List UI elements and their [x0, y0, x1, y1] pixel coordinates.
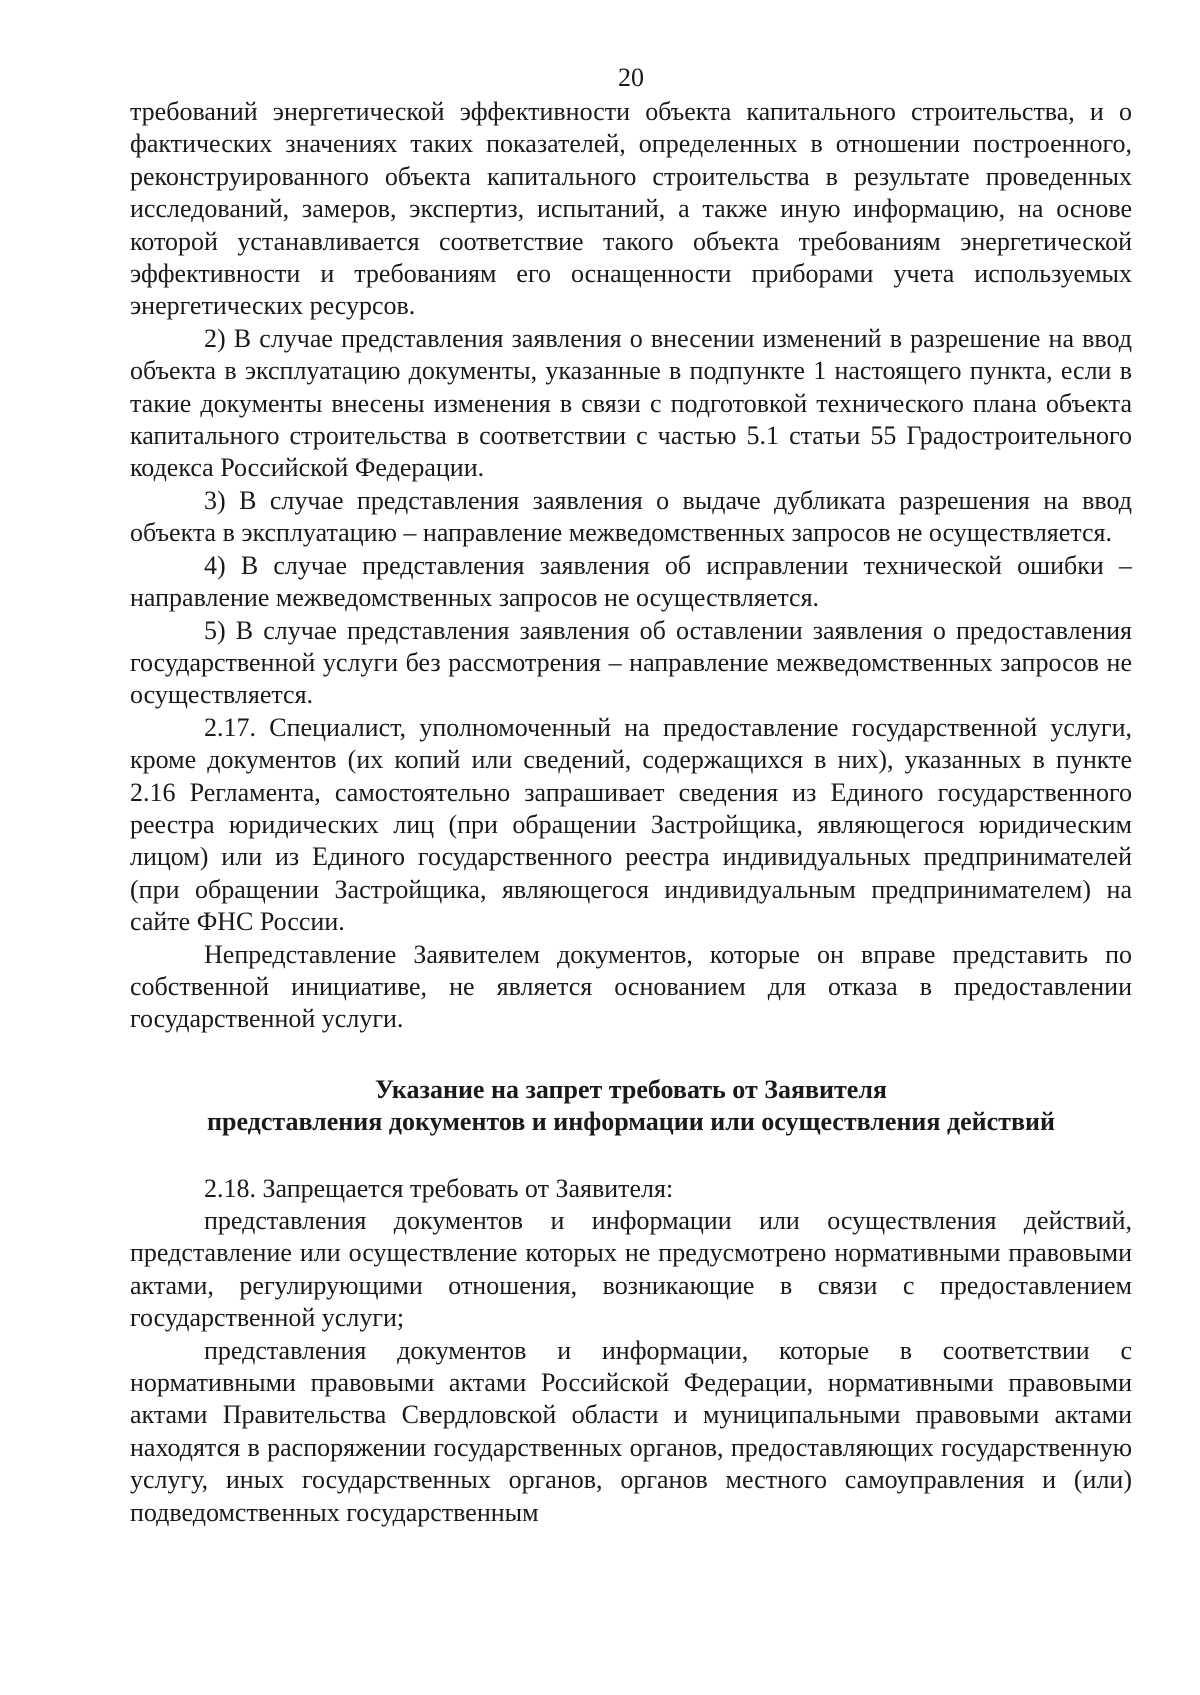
section-heading — [130, 1074, 1132, 1139]
paragraph-item-4: 4) В случае представления заявления об исправлении технической ошибки – направление межведомственных запросов не осуществляется. — [130, 550, 1132, 613]
document-page — [130, 62, 1132, 1529]
page-number: 20 — [618, 63, 644, 92]
paragraph-prohibition-1: представления документов и информации или осуществления действий, представление или осуществление которых не предусмотрено нормативными правовыми актами, регулирующими отношения, возникающие в связи с предоставлением государственной услуги; — [130, 1206, 1132, 1333]
paragraph-2-17: 2.17. Специалист, уполномоченный на предоставление государственной услуги, кроме документов (их копий или сведений, содержащихся в них), указанных в пункте 2.16 Регламента, самостоятельно запрашивает сведения из Единого государственного реестра юридических лиц (при обращении Застройщика, являющегося юридическим лицом) или из Единого государственного реестра индивидуальных предпринимателей (при обращении Застройщика, являющегося индивидуальным предпринимателем) на сайте ФНС России. — [130, 712, 1132, 937]
section-heading-line-2: представления документов и информации или осуществления действий — [207, 1107, 1055, 1137]
paragraph-2-18: 2.18. Запрещается требовать от Заявителя: — [204, 1173, 674, 1203]
paragraph-item-5: 5) В случае представления заявления об оставлении заявления о предоставления государственной услуги без рассмотрения – направление межведомственных запросов не осуществляется. — [130, 615, 1132, 710]
paragraph-non-submission: Непредставление Заявителем документов, которые он вправе представить по собственной инициативе, не является основанием для отказа в предоставлении государственной услуги. — [130, 939, 1132, 1034]
paragraph-prohibition-2: представления документов и информации, которые в соответствии с нормативными правовыми актами Российской Федерации, нормативными правовыми актами Правительства Свердловской области и муниципальными правовыми актами находятся в распоряжении государственных органов, предоставляющих государственную услугу, иных государственных органов, органов местного самоуправления и (или) подведомственных государственным — [130, 1335, 1132, 1527]
paragraph-item-3: 3) В случае представления заявления о выдаче дубликата разрешения на ввод объекта в эксплуатацию – направление межведомственных запросов не осуществляется. — [130, 485, 1132, 548]
paragraph-item-2: 2) В случае представления заявления о внесении изменений в разрешение на ввод объекта в эксплуатацию документы, указанные в подпункте 1 настоящего пункта, если в такие документы внесены изменения в связи с подготовкой технического плана объекта капитального строительства в соответствии с частью 5.1 статьи 55 Градостроительного кодекса Российской Федерации. — [130, 323, 1132, 483]
section-heading-line-1: Указание на запрет требовать от Заявителя — [374, 1074, 887, 1104]
paragraph-continuation: требований энергетической эффективности объекта капитального строительства, и о фактических значениях таких показателей, определенных в отношении построенного, реконструированного объекта капитального строительства в результате проведенных исследований, замеров, экспертиз, испытаний, а также иную информацию, на основе которой устанавливается соответствие такого объекта требованиям энергетической эффективности и требованиям его оснащенности приборами учета используемых энергетических ресурсов. — [130, 97, 1132, 321]
